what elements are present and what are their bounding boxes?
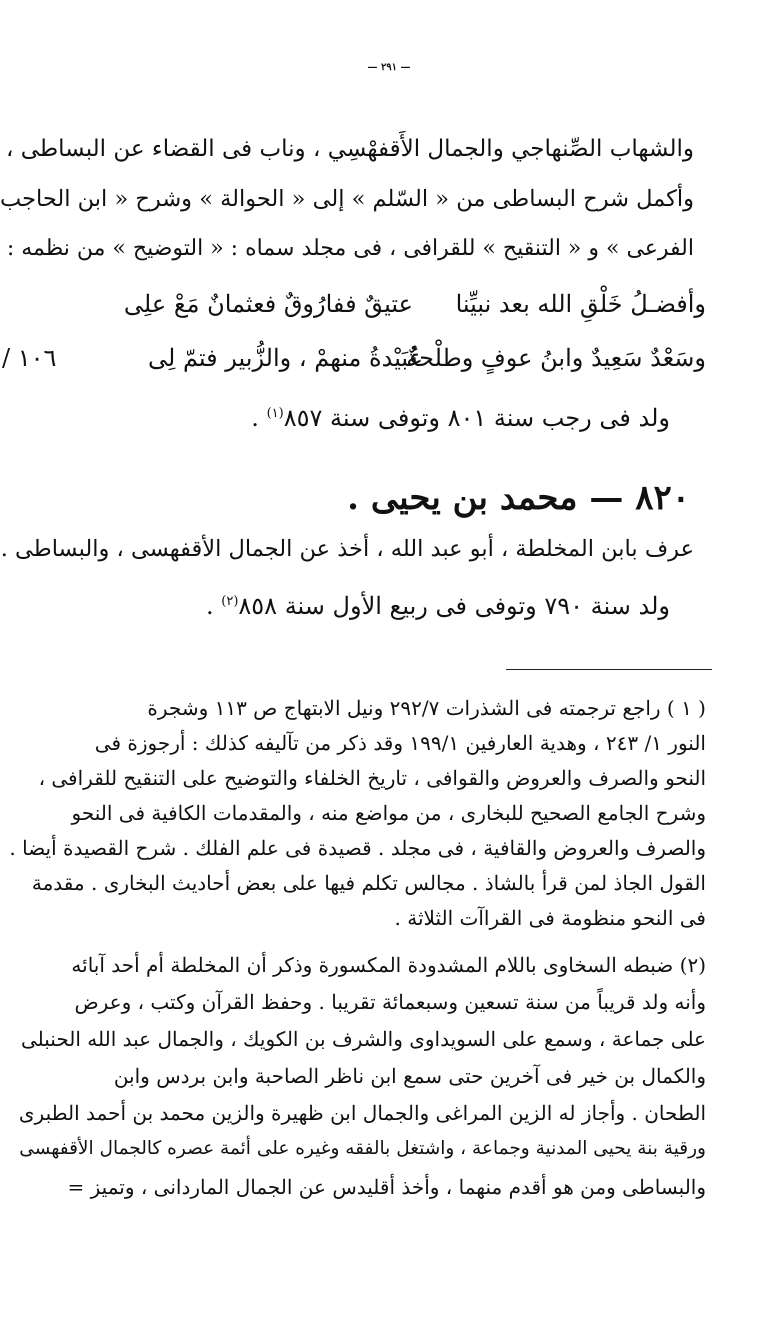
footnote-ref-2: (٢) <box>221 594 239 609</box>
footnote-1-line-1: ( ١ ) راجع ترجمته فى الشذرات ٢٩٢/٧ ونيل الابتهاج ص ١١٣ وشجرة <box>147 696 706 720</box>
poem-verse-2-second-hemistich: عُبَيْدةُ منهمْ ، والزُّبير فتمّ لِى <box>148 344 423 372</box>
poem-verse-1-first-hemistich: وأفضـلُ خَلْقِ الله بعد نبيِّنا <box>455 290 706 318</box>
poem-verse-1-second-hemistich: عتيقٌ ففارُوقٌ فعثمانٌ مَعْ علِى <box>123 290 413 318</box>
entry-819-line-3: الفرعى » و « التنقيح » للقرافى ، فى مجلد سماه : « التوضيح » من نظمه : <box>6 236 694 261</box>
margin-page-note: / ١٠٦ <box>2 344 57 372</box>
footnote-1-line-3: النحو والصرف والعروض والقوافى ، تاريخ الخلفاء والتوضيح على التنقيح للقرافى ، <box>38 766 706 790</box>
footnote-1-line-5: والصرف والعروض والقافية ، فى مجلد . قصيدة فى علم الفلك . شرح القصيدة أيضا . <box>9 836 706 860</box>
footnote-1-line-6: القول الجاذ لمن قرأ بالشاذ . مجالس تكلم فيها على بعض أحاديث البخارى . مقدمة <box>31 871 706 895</box>
footnote-1-line-7: فى النحو منظومة فى القراآت الثلاثة . <box>394 906 706 930</box>
footnote-2-line-4: والكمال بن خير فى آخرين حتى سمع ابن ناظر الصاحبة وابن بردس وابن <box>113 1064 706 1088</box>
entry-820-heading: ٨٢٠ — محمد بن يحيى . <box>347 478 690 518</box>
entry-819-line-2: وأكمل شرح البساطى من « السّلم » إلى « الحوالة » وشرح « ابن الحاجب <box>0 186 694 212</box>
entry-820-dates-end: . <box>205 592 222 620</box>
entry-820-line-2 <box>206 592 670 621</box>
footnote-2-line-6: ورقية بنة يحيى المدنية وجماعة ، واشتغل بالفقه وغيره على أئمة عصره كالجمال الأقفهسى <box>19 1138 706 1159</box>
footnote-2-line-7: والبساطى ومن هو أقدم منهما ، وأخذ أقليدس عن الجمال الماردانى ، وتميز = <box>67 1175 706 1199</box>
footnote-ref-1: (١) <box>266 406 284 421</box>
entry-819-dates-end: . <box>251 404 267 432</box>
footnote-2-line-1: (٢) ضبطه السخاوى باللام المشدودة المكسورة وذكر أن المخلطة أم أحد آبائه <box>71 953 706 977</box>
footnote-1-line-2: النور ١/ ٢٤٣ ، وهدية العارفين ١٩٩/١ وقد ذكر من تآليفه كذلك : أرجوزة فى <box>94 731 706 755</box>
entry-820-dates-text: ولد سنة ٧٩٠ وتوفى فى ربيع الأول سنة ٨٥٨ <box>238 592 670 620</box>
entry-819-dates <box>251 404 670 433</box>
entry-819-dates-text: ولد فى رجب سنة ٨٠١ وتوفى سنة ٨٥٧ <box>283 404 670 432</box>
footnote-2-line-3: على جماعة ، وسمع على السويداوى والشرف بن الكويك ، والجمال عبد الله الحنبلى <box>20 1027 706 1051</box>
footnote-2-line-5: الطحان . وأجاز له الزين المراغى والجمال ابن ظهيرة والزين محمد بن أحمد الطبرى <box>18 1101 706 1125</box>
poem-verse-2-first-hemistich: وسَعْدٌ سَعِيدٌ وابنُ عوفٍ وطلْحةٌ <box>406 344 706 372</box>
entry-819-line-1: والشهاب الصِّنهاجي والجمال الأَقفهْسِي ، وناب فى القضاء عن البساطى ، <box>5 136 694 162</box>
page-number: — ٢٩١ — <box>367 62 411 73</box>
footnote-1-line-4: وشرح الجامع الصحيح للبخارى ، من مواضع منه ، والمقدمات الكافية فى النحو <box>71 801 706 825</box>
entry-820-line-1: عرف بابن المخلطة ، أبو عبد الله ، أخذ عن الجمال الأقفهسى ، والبساطى . <box>0 536 694 562</box>
footnote-2-line-2: وأنه ولد قريباً من سنة تسعين وسبعمائة تقريبا . وحفظ القرآن وكتب ، وعرض <box>74 990 706 1014</box>
footnote-separator <box>506 669 712 670</box>
